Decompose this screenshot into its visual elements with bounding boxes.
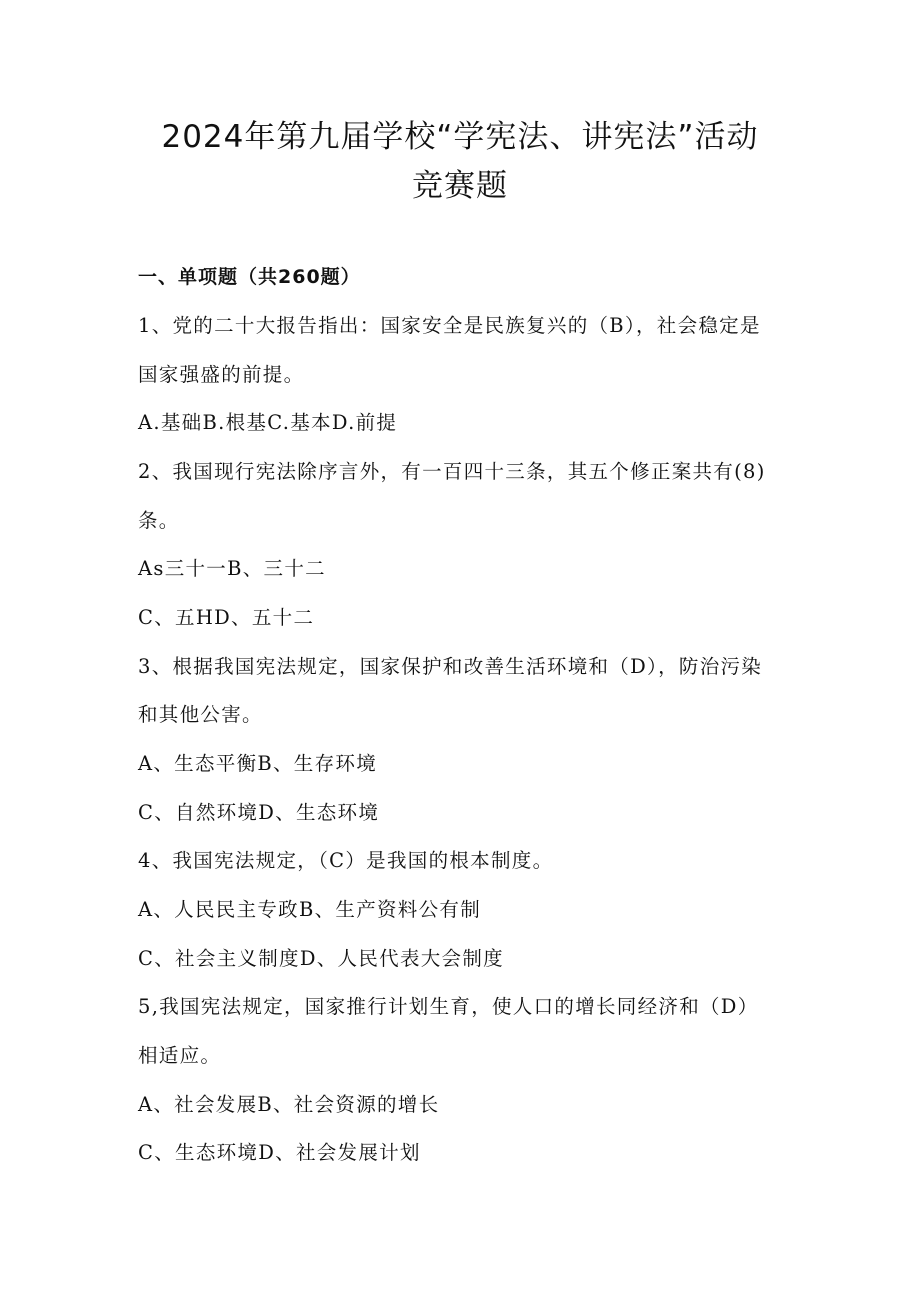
question-2-options-ab: As三十一B、三十二 (138, 557, 326, 580)
question-2-options-cd: C、五HD、五十二 (138, 606, 315, 629)
question-2-line-2: 条。 (138, 509, 180, 532)
question-3-line-2: 和其他公害。 (138, 703, 263, 726)
question-3-options-cd: C、自然环境D、生态环境 (138, 801, 380, 824)
question-4-options-cd: C、社会主义制度D、人民代表大会制度 (138, 947, 504, 970)
document-title-line-2: 竞赛题 (412, 168, 508, 204)
question-5-options-ab: A、社会发展B、社会资源的增长 (138, 1093, 440, 1116)
question-4-line-1: 4、我国宪法规定，（C）是我国的根本制度。 (138, 849, 554, 872)
question-1-line-2: 国家强盛的前提。 (138, 363, 305, 386)
question-1-options: A.基础B.根基C.基本D.前提 (138, 411, 398, 434)
question-3-options-ab: A、生态平衡B、生存环境 (138, 752, 378, 775)
question-3-line-1: 3、根据我国宪法规定，国家保护和改善生活环境和（D），防治污染 (138, 655, 763, 678)
question-5-options-cd: C、生态环境D、社会发展计划 (138, 1141, 421, 1164)
section-heading: 一、单项题（共260题） (138, 266, 361, 288)
document-title-line-1: 2024年第九届学校“学宪法、讲宪法”活动 (161, 119, 759, 155)
question-5-line-1: 5,我国宪法规定，国家推行计划生育，使人口的增长同经济和（D） (138, 995, 759, 1018)
question-2-line-1: 2、我国现行宪法除序言外，有一百四十三条，其五个修正案共有(8) (138, 460, 766, 483)
question-5-line-2: 相适应。 (138, 1044, 222, 1067)
question-4-options-ab: A、人民民主专政B、生产资料公有制 (138, 898, 482, 921)
question-1-line-1: 1、党的二十大报告指出：国家安全是民族复兴的（B），社会稳定是 (138, 314, 761, 337)
